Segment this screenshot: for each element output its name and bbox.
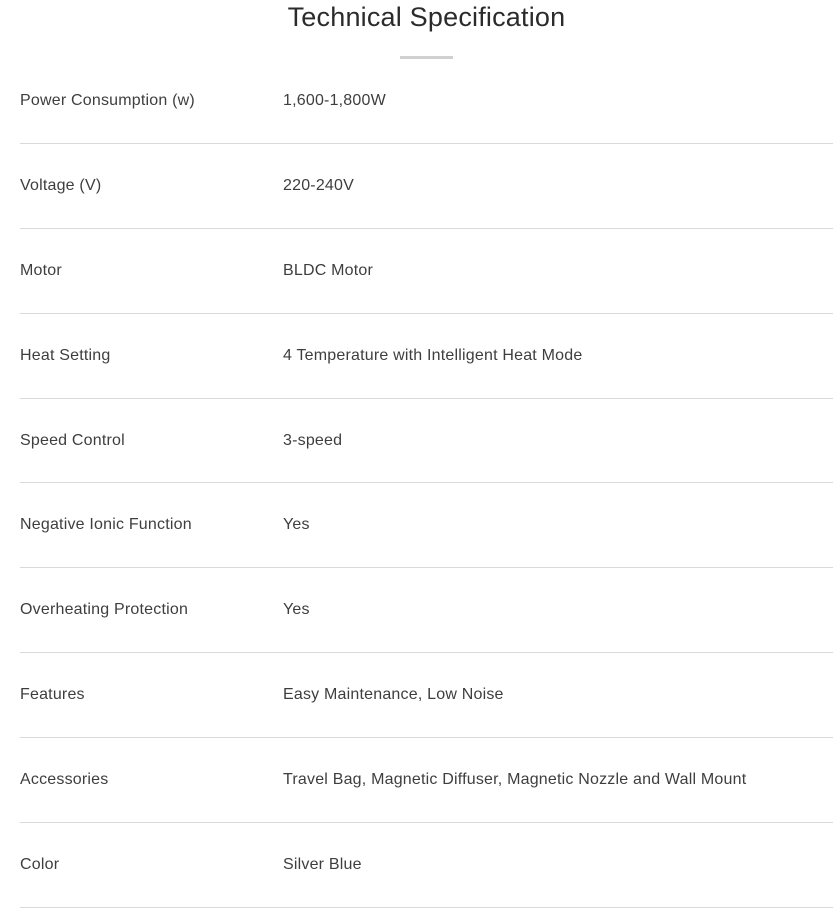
page-title: Technical Specification [287,2,566,32]
spec-row-motor [20,229,833,314]
spec-label: Voltage (V) [20,176,102,194]
spec-value: Easy Maintenance, Low Noise [283,686,504,704]
spec-row-negative-ionic-function [20,483,833,568]
section-header [20,0,833,59]
spec-row-heat-setting [20,314,833,399]
spec-value: 1,600-1,800W [283,91,386,109]
spec-value: 220-240V [283,176,354,194]
spec-value: 4 Temperature with Intelligent Heat Mode [283,346,583,364]
spec-row-accessories [20,738,833,823]
spec-label: Negative Ionic Function [20,516,192,534]
spec-value: Yes [283,516,310,534]
spec-row-overheating-protection [20,568,833,653]
spec-row-speed-control [20,399,833,484]
spec-value: Yes [283,601,310,619]
spec-label: Accessories [20,771,109,789]
spec-value: 3-speed [283,431,343,449]
spec-row-voltage [20,144,833,229]
spec-label: Color [20,855,60,873]
spec-value: BLDC Motor [283,261,374,279]
spec-value: Silver Blue [283,855,362,873]
spec-label: Power Consumption (w) [20,91,195,109]
spec-table [20,59,833,908]
spec-label: Overheating Protection [20,601,189,619]
spec-value: Travel Bag, Magnetic Diffuser, Magnetic Nozzle and Wall Mount [283,771,747,789]
spec-label: Motor [20,261,62,279]
spec-row-features [20,653,833,738]
spec-label: Speed Control [20,431,125,449]
spec-label: Features [20,686,85,704]
spec-label: Heat Setting [20,346,111,364]
spec-row-power-consumption [20,59,833,144]
spec-row-color [20,823,833,908]
